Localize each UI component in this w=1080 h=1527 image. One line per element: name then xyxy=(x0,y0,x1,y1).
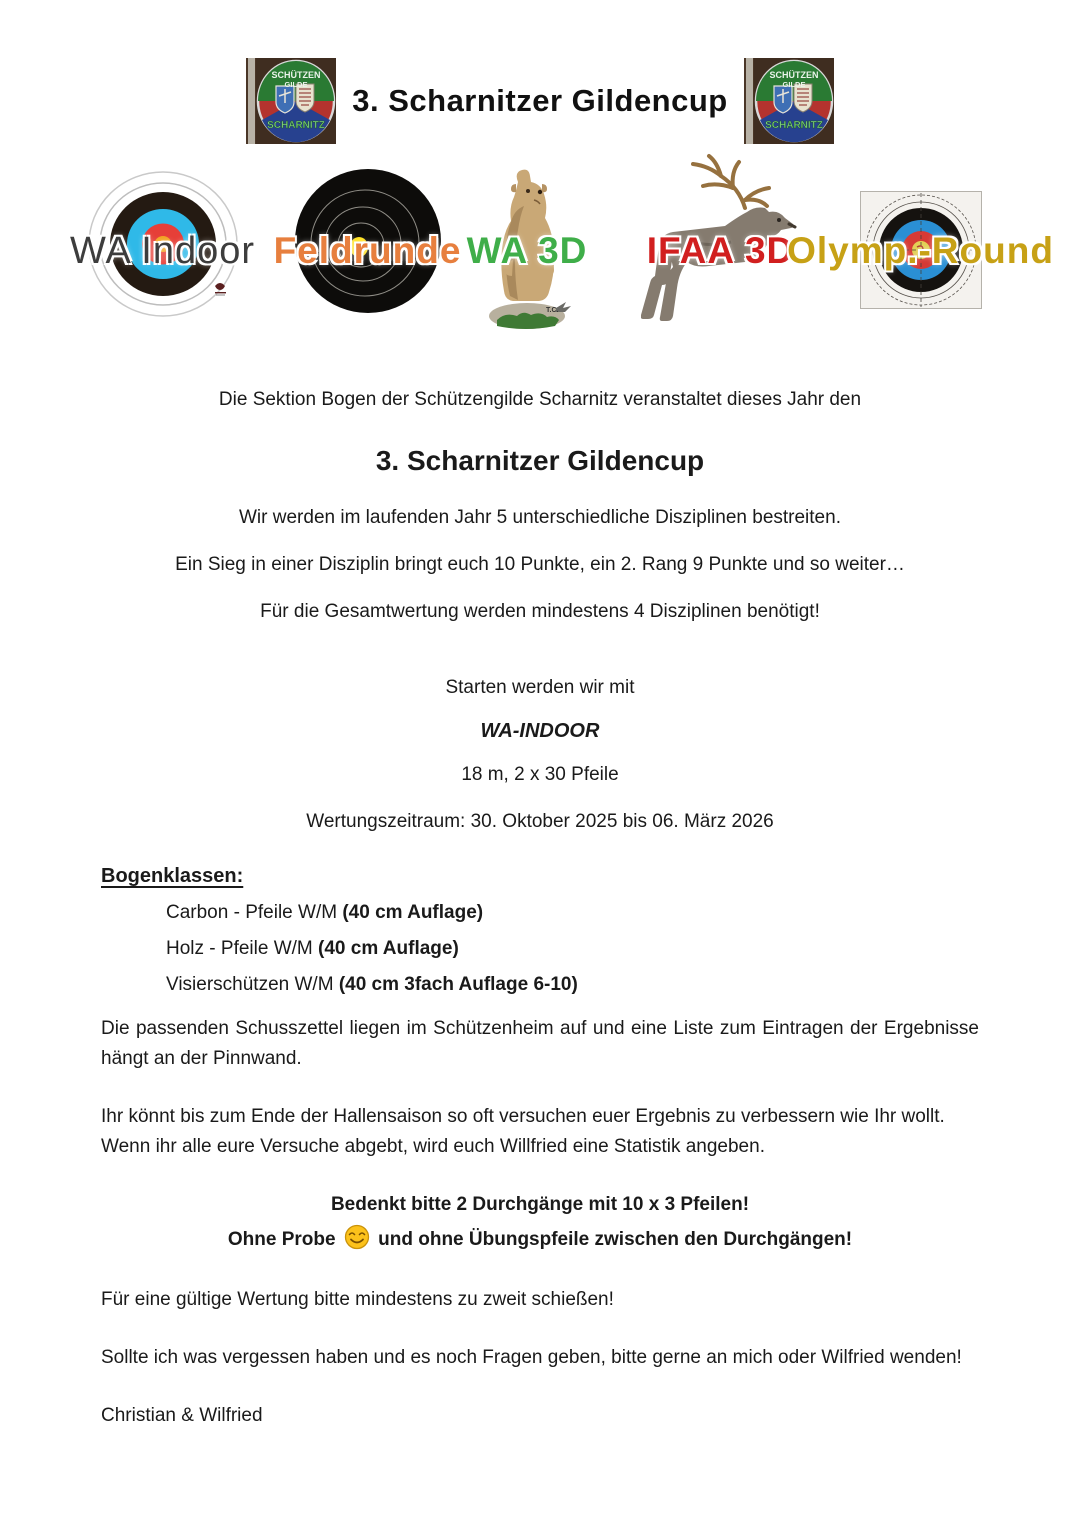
svg-text:GILDE: GILDE xyxy=(284,80,308,89)
discipline-label-wa-3d: WA 3D xyxy=(466,230,588,271)
discipline-label-olymp-round: Olymp.-Round xyxy=(787,230,1054,271)
para-schusszettel: Die passenden Schusszettel liegen im Schützenheim auf und eine Liste zum Eintragen der Ergebnisse hängt an der Pinnwand. xyxy=(101,1018,979,1069)
svg-text:SCHARNITZ: SCHARNITZ xyxy=(764,120,823,131)
bold-probe-line xyxy=(101,1224,979,1251)
probe-text-post: und ohne Übungspfeile zwischen den Durchgängen! xyxy=(378,1229,853,1250)
class-holz xyxy=(101,938,979,960)
line-overall: Für die Gesamtwertung werden mindestens 4 Disziplinen benötigt! xyxy=(260,601,820,622)
svg-text:SCHÜTZEN: SCHÜTZEN xyxy=(271,70,321,80)
signature-line: Christian & Wilfried xyxy=(101,1405,263,1426)
page-title: 3. Scharnitzer Gildencup xyxy=(352,83,728,118)
discipline-label-wa-indoor: WA Indoor xyxy=(69,230,256,272)
guild-badge-icon xyxy=(744,58,834,144)
class-visier-text: Visierschützen W/M xyxy=(166,974,339,995)
discipline-label-feldrunde: Feldrunde xyxy=(273,230,462,271)
line-points: Ein Sieg in einer Disziplin bringt euch 10 Punkte, ein 2. Rang 9 Punkte und so weiter… xyxy=(175,554,905,575)
class-holz-detail: (40 cm Auflage) xyxy=(318,938,459,959)
class-carbon-detail: (40 cm Auflage) xyxy=(342,902,484,923)
para-wertung: Für eine gültige Wertung bitte mindestens zu zweit schießen! xyxy=(101,1289,614,1310)
guild-badge-left xyxy=(246,58,336,144)
discipline-wa-3d xyxy=(452,160,602,330)
line-disciplines: Wir werden im laufenden Jahr 5 unterschiedliche Disziplinen bestreiten. xyxy=(239,507,841,528)
svg-text:GILDE: GILDE xyxy=(782,80,806,89)
start-intro-line: Starten werden wir mit xyxy=(445,677,635,698)
classes-heading: Bogenklassen: xyxy=(101,865,244,887)
discipline-feldrunde xyxy=(273,160,462,330)
period-line: Wertungszeitraum: 30. Oktober 2025 bis 06. März 2026 xyxy=(306,811,774,832)
bold-rounds-line: Bedenkt bitte 2 Durchgänge mit 10 x 3 Pfeilen! xyxy=(330,1194,750,1215)
svg-text:SCHARNITZ: SCHARNITZ xyxy=(267,120,326,131)
intro-line: Die Sektion Bogen der Schützengilde Scharnitz veranstaltet dieses Jahr den xyxy=(218,389,862,410)
svg-text:T.C.: T.C. xyxy=(546,307,559,314)
para-statistik: Wenn ihr alle eure Versuche abgebt, wird euch Willfried eine Statistik angeben. xyxy=(101,1136,765,1157)
guild-badge-right xyxy=(744,58,834,144)
document-heading: 3. Scharnitzer Gildencup xyxy=(375,445,705,476)
para-fragen: Sollte ich was vergessen haben und es noch Fragen geben, bitte gerne an mich oder Wilfried wenden! xyxy=(101,1347,962,1368)
discipline-olymp-round xyxy=(787,160,1054,330)
class-visier xyxy=(101,974,979,996)
header xyxy=(0,0,1080,144)
guild-badge-icon xyxy=(246,58,336,144)
class-carbon xyxy=(101,902,979,924)
document-body xyxy=(101,385,979,1427)
discipline-label-ifaa-3d: IFAA 3D xyxy=(646,230,795,271)
discipline-wa-indoor xyxy=(60,160,265,330)
para-hallensaison: Ihr könnt bis zum Ende der Hallensaison so oft versuchen euer Ergebnis zu verbessern wie Ihr wollt. xyxy=(101,1106,945,1127)
class-visier-detail: (40 cm 3fach Auflage 6-10) xyxy=(338,974,578,995)
discipline-strip xyxy=(0,160,1080,335)
start-discipline-line: WA-INDOOR xyxy=(480,720,600,742)
probe-text-pre: Ohne Probe xyxy=(227,1229,336,1250)
class-carbon-text: Carbon - Pfeile W/M xyxy=(166,902,343,923)
format-line: 18 m, 2 x 30 Pfeile xyxy=(461,764,619,785)
class-holz-text: Holz - Pfeile W/M xyxy=(166,938,319,959)
smiling-face-emoji-icon xyxy=(344,1224,370,1250)
svg-text:SCHÜTZEN: SCHÜTZEN xyxy=(769,70,819,80)
discipline-ifaa-3d xyxy=(628,160,813,330)
